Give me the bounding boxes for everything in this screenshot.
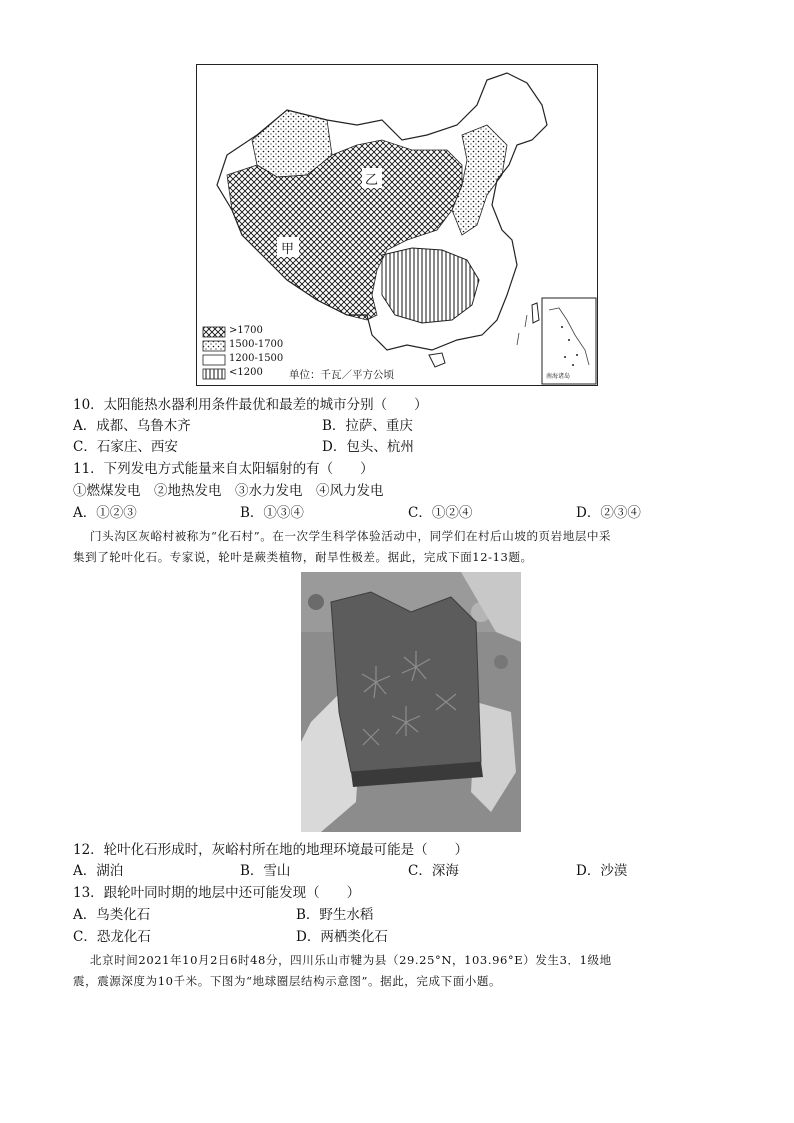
map-svg [197,65,597,385]
q13-option-d[interactable]: D．两栖类化石 [296,929,388,945]
passage1-line2: 集到了轮叶化石。专家说，轮叶是蕨类植物，耐旱性极差。据此，完成下面12-13题。 [73,550,533,564]
taiwan-island [532,303,539,323]
solar-radiation-map [196,64,598,386]
legend-label-1500-1700: 1500-1700 [229,339,284,350]
q10-stem: 10．太阳能热水器利用条件最优和最差的城市分别（ ） [73,397,428,413]
q10-option-c[interactable]: C．石家庄、西安 [73,439,178,455]
fossil-photo-svg [301,572,521,832]
q10-option-b[interactable]: B．拉萨、重庆 [322,418,413,434]
region-label-b: 乙 [365,173,379,188]
legend-label-lt1200: <1200 [229,367,263,378]
hainan-island [429,353,445,367]
legend-label-1200-1500: 1200-1500 [229,353,284,364]
q12-option-d[interactable]: D．沙漠 [576,863,628,879]
q13-stem: 13．跟轮叶同时期的地层中还可能发现（ ） [73,885,361,901]
q13-option-b[interactable]: B．野生水稻 [296,907,374,923]
q10-option-a[interactable]: A．成都、乌鲁木齐 [73,418,191,434]
q12-stem: 12．轮叶化石形成时，灰峪村所在地的地理环境最可能是（ ） [73,842,469,858]
q11-option-b[interactable]: B．①③④ [240,505,304,521]
legend-swatch-1200-1500 [203,355,225,365]
q11-stem: 11．下列发电方式能量来自太阳辐射的有（ ） [73,461,374,477]
q11-option-c[interactable]: C．①②④ [408,505,473,521]
q13-option-a[interactable]: A．鸟类化石 [73,907,151,923]
q12-option-b[interactable]: B．雪山 [240,863,291,879]
inset-label: 南海诸岛 [546,373,571,380]
q11-items: ①燃煤发电 ②地热发电 ③水力发电 ④风力发电 [73,483,384,499]
region-label-a: 甲 [281,242,295,257]
passage2-line1: 北京时间2021年10月2日6时48分，四川乐山市犍为县（29.25°N，103.96°E）发生3．1级地 [90,953,612,967]
fossil-photo [301,572,521,832]
q11-option-d[interactable]: D．②③④ [576,505,641,521]
map-unit: 单位：千瓦／平方公顷 [289,369,394,381]
passage2-line2: 震，震源深度为10千米。下图为“地球圈层结构示意图”。据此，完成下面小题。 [73,974,502,988]
legend-swatch-lt1200 [203,369,225,379]
q13-option-c[interactable]: C．恐龙化石 [73,929,151,945]
q11-option-a[interactable]: A．①②③ [73,505,137,521]
legend-swatch-1500-1700 [203,341,225,351]
legend-swatch-gt1700 [203,327,225,337]
legend-label-gt1700: >1700 [229,325,263,336]
q10-option-d[interactable]: D．包头、杭州 [322,439,414,455]
passage1-line1: 门头沟区灰峪村被称为“化石村”。在一次学生科学体验活动中，同学们在村后山坡的页岩地层中采 [90,529,612,543]
q12-option-c[interactable]: C．深海 [408,863,459,879]
q12-option-a[interactable]: A．湖泊 [73,863,124,879]
